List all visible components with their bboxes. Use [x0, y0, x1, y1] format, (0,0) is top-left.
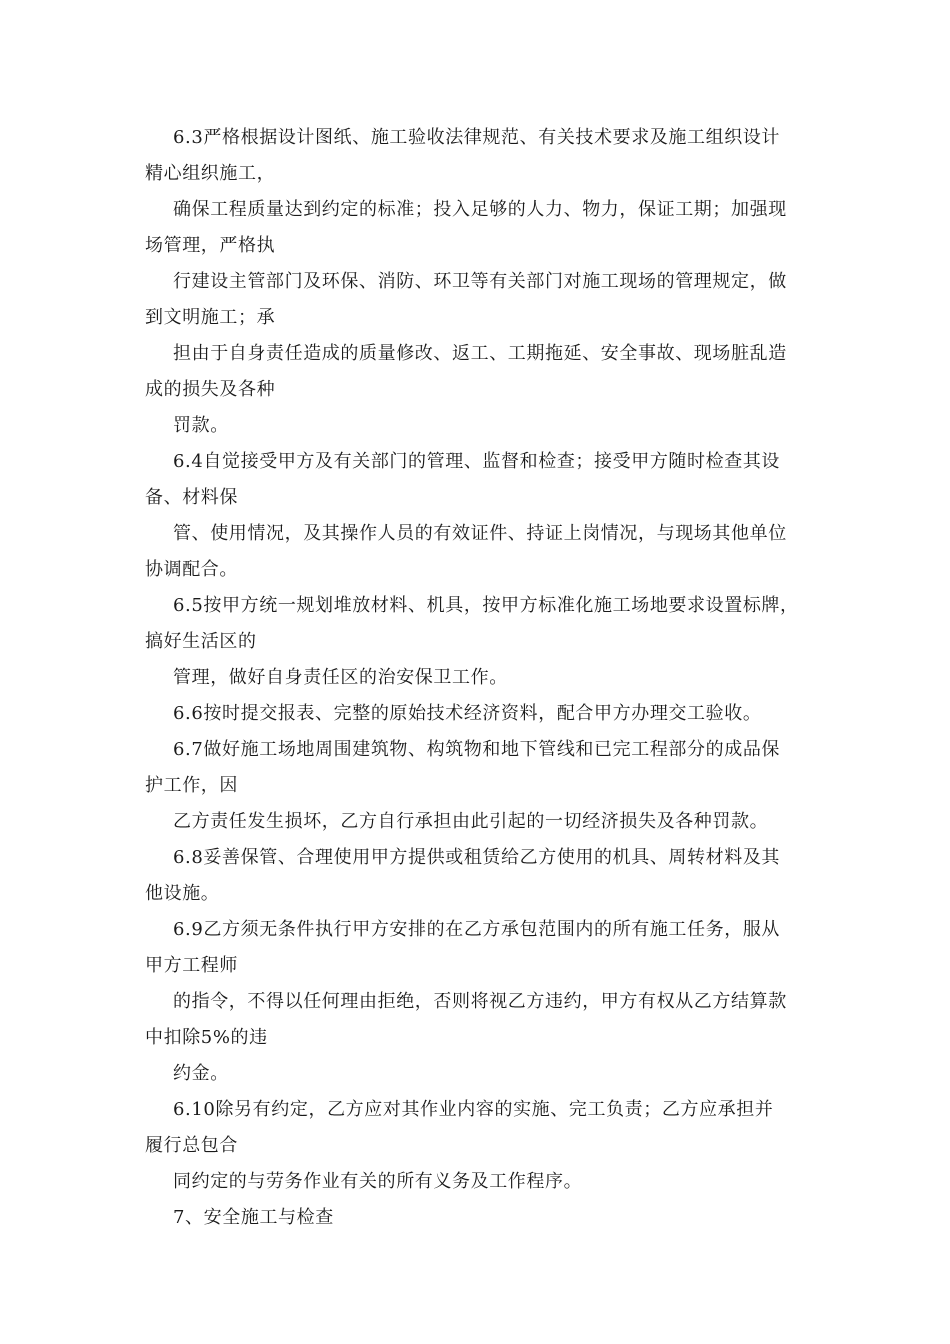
text-line: 中扣除5%的违 [145, 1027, 268, 1048]
text-line: 6.8妥善保管、合理使用甲方提供或租赁给乙方使用的机具、周转材料及其 [173, 847, 781, 868]
text-line: 场管理，严格执 [145, 235, 276, 256]
text-line: 担由于自身责任造成的质量修改、返工、工期拖延、安全事故、现场脏乱造 [173, 343, 787, 364]
text-line: 罚款。 [173, 415, 229, 436]
text-line: 他设施。 [145, 883, 220, 904]
text-line: 的指令，不得以任何理由拒绝，否则将视乙方违约，甲方有权从乙方结算款 [173, 991, 787, 1012]
text-line: 甲方工程师 [145, 955, 238, 976]
text-line: 确保工程质量达到约定的标准；投入足够的人力、物力，保证工期；加强现 [173, 199, 787, 220]
text-line: 管理，做好自身责任区的治安保卫工作。 [173, 667, 508, 688]
text-line: 6.9乙方须无条件执行甲方安排的在乙方承包范围内的所有施工任务，服从 [173, 919, 781, 940]
text-line: 成的损失及各种 [145, 379, 276, 400]
text-line: 履行总包合 [145, 1135, 238, 1156]
text-line: 到文明施工；承 [145, 307, 276, 328]
text-line: 同约定的与劳务作业有关的所有义务及工作程序。 [173, 1171, 583, 1192]
text-line: 行建设主管部门及环保、消防、环卫等有关部门对施工现场的管理规定，做 [173, 271, 787, 292]
text-line: 协调配合。 [145, 559, 238, 580]
text-line: 护工作，因 [145, 775, 238, 796]
text-line: 管、使用情况，及其操作人员的有效证件、持证上岗情况，与现场其他单位 [173, 523, 787, 544]
text-line: 6.7做好施工场地周围建筑物、构筑物和地下管线和已完工程部分的成品保 [173, 739, 781, 760]
section-heading: 7、安全施工与检查 [173, 1207, 334, 1228]
text-line: 备、材料保 [145, 487, 238, 508]
text-line: 精心组织施工， [145, 163, 276, 184]
text-line: 6.5按甲方统一规划堆放材料、机具，按甲方标准化施工场地要求设置标牌， [173, 595, 799, 616]
text-line: 搞好生活区的 [145, 631, 257, 652]
text-line: 乙方责任发生损坏，乙方自行承担由此引起的一切经济损失及各种罚款。 [173, 811, 769, 832]
text-line: 约金。 [173, 1063, 229, 1084]
text-line: 6.6按时提交报表、完整的原始技术经济资料，配合甲方办理交工验收。 [173, 703, 762, 724]
text-line: 6.4自觉接受甲方及有关部门的管理、监督和检查；接受甲方随时检查其设 [173, 451, 781, 472]
text-line: 6.3严格根据设计图纸、施工验收法律规范、有关技术要求及施工组织设计 [173, 127, 781, 148]
text-line: 6.10除另有约定，乙方应对其作业内容的实施、完工负责；乙方应承担并 [173, 1099, 774, 1120]
